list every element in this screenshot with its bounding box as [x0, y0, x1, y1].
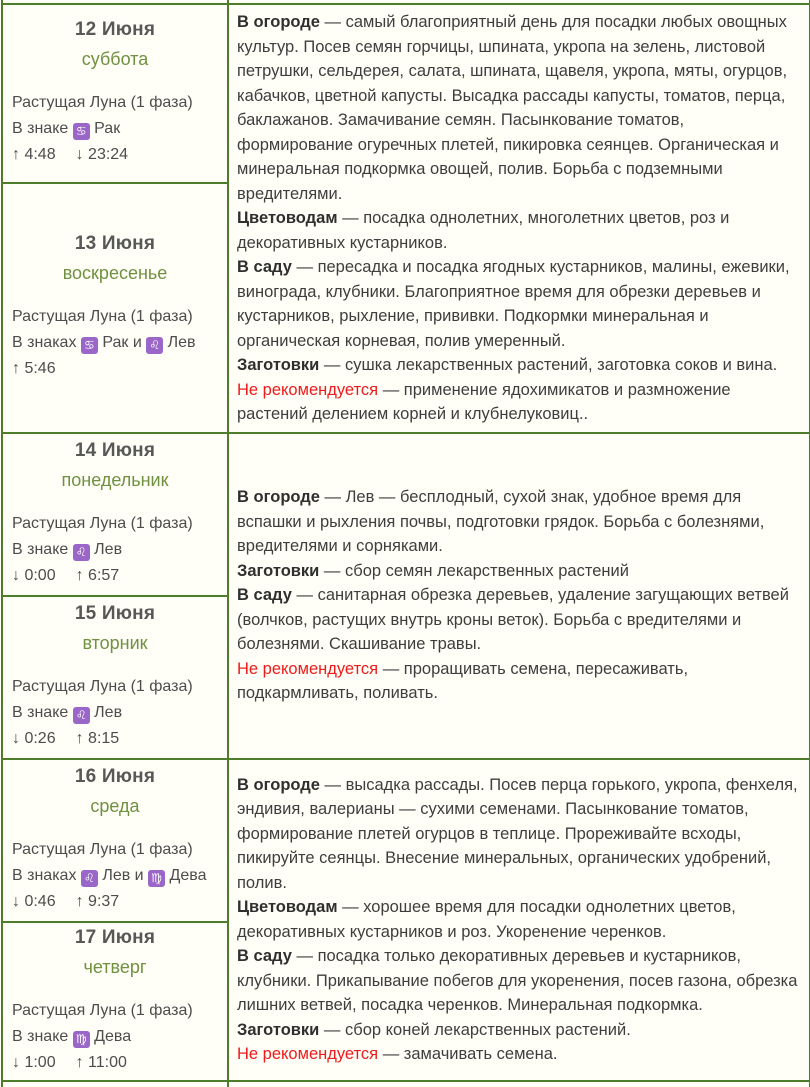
moon-phase: Растущая Луна (1 фаза): [12, 514, 193, 532]
zodiac-name: Дева: [89, 1027, 132, 1045]
zodiac-label: В знаке: [12, 1027, 73, 1045]
moonrise-moonset-times: [12, 889, 221, 915]
advice-topic: В саду: [237, 947, 292, 965]
moon-time: ↑ 11:00: [75, 1053, 127, 1071]
zodiac-line: [12, 116, 221, 142]
weekday-label: четверг: [83, 956, 147, 977]
advice-body: — хорошее время для посадки однолетних цветов, декоративных кустарников и роз. Укоренение черенков.: [237, 898, 736, 941]
warning-label: Не рекомендуется: [237, 380, 379, 399]
advice-body: — сбор коней лекарственных растений.: [319, 1020, 631, 1039]
advice-text: [229, 480, 809, 711]
advice-topic: В огороде: [237, 13, 320, 31]
advice-paragraph: [237, 583, 799, 657]
date-heading: 13 Июня: [74, 233, 156, 255]
advice-topic: В саду: [237, 586, 292, 605]
advice-topic: В огороде: [237, 488, 320, 507]
weekday-label: среда: [90, 795, 140, 816]
moon-phase: Растущая Луна (1 фаза): [12, 93, 193, 111]
moon-time: ↓ 1:00: [12, 1053, 56, 1071]
advice-cell-14-15-june: [228, 433, 810, 759]
moon-time: ↓ 0:00: [12, 566, 56, 584]
advice-body: — высадка рассады. Посев перца горького, укропа, фенхеля, эндивия, валерианы — сухими семенами. Пасынкование томатов, формирование плетей огурцов в теплице. Прореживайте всходы, пикируйте сеянцы. Внесение минеральных, органических удобрений, полив.: [237, 775, 798, 892]
zodiac-name: Лев: [89, 703, 123, 721]
zodiac-virgo-icon: ♍: [148, 870, 165, 887]
advice-paragraph: [237, 485, 799, 559]
advice-body: — сушка лекарственных растений, заготовка соков и вина.: [319, 356, 778, 374]
moon-info: [12, 511, 221, 589]
advice-topic: В огороде: [237, 775, 320, 794]
zodiac-label: В знаке: [12, 540, 73, 558]
lunar-calendar-table: [1, 0, 810, 1087]
zodiac-label: В знаках: [12, 866, 81, 884]
zodiac-label: В знаке: [12, 119, 73, 137]
zodiac-leo-icon: ♌: [73, 707, 90, 724]
date-heading: 12 Июня: [74, 18, 156, 40]
advice-body: — сбор семян лекарственных растений: [319, 561, 629, 580]
moon-time: ↓ 0:26: [12, 729, 56, 747]
advice-paragraph: [237, 353, 799, 378]
zodiac-leo-icon: ♌: [81, 870, 98, 887]
warning-label: Не рекомендуется: [237, 659, 379, 678]
moon-time: ↑ 9:37: [75, 892, 120, 910]
moon-phase: Растущая Луна (1 фаза): [12, 677, 193, 695]
advice-body: — пересадка и посадка ягодных кустарников, малины, ежевики, винограда, клубники. Благоприятное время для обрезки деревьев и кустарников, рыхление, прививки. Подкормки минеральная и органическая корневая, полив умеренный.: [237, 258, 790, 350]
moon-time: ↑ 5:46: [12, 360, 56, 378]
day-info: [3, 601, 227, 754]
moonrise-moonset-times: [12, 142, 221, 168]
moon-time: ↑ 4:48: [12, 145, 56, 163]
moon-phase: Растущая Луна (1 фаза): [12, 840, 193, 858]
day-cell-12-june: [2, 4, 228, 183]
moon-time: ↑ 6:57: [75, 566, 120, 584]
zodiac-line: [12, 700, 221, 726]
advice-topic: Заготовки: [237, 561, 320, 580]
date-heading: 15 Июня: [74, 602, 156, 624]
advice-topic: В саду: [237, 258, 292, 276]
advice-paragraph: [237, 559, 799, 584]
advice-text: [229, 768, 809, 1072]
day-cell-15-june: [2, 596, 228, 759]
moon-time: ↓ 0:46: [12, 892, 56, 910]
moon-info: [12, 304, 221, 382]
moon-info: [12, 998, 221, 1076]
advice-paragraph: [237, 255, 799, 353]
advice-body: — посадка только декоративных деревьев и кустарников, клубники. Прикапывание побегов для укоренения, посев газона, обрезка лишних ветвей, посадка черенков. Минеральная подкормка.: [237, 947, 798, 1014]
zodiac-virgo-icon: ♍: [73, 1031, 90, 1048]
advice-topic: Цветоводам: [237, 209, 338, 227]
moon-info: [12, 90, 221, 168]
advice-body: — санитарная обрезка деревьев, удаление загущающих ветвей (волчков, растущих внутрь кроны веток). Борьба с вредителями и болезнями. Скашивание травы.: [237, 586, 789, 654]
advice-paragraph: [237, 10, 799, 206]
warning-label: Не рекомендуется: [237, 1045, 379, 1063]
advice-paragraph: [237, 1042, 799, 1067]
day-info: [3, 925, 227, 1078]
moon-phase: Растущая Луна (1 фаза): [12, 308, 193, 326]
weekday-label: понедельник: [61, 469, 169, 490]
day-cell-14-june: [2, 433, 228, 596]
moonrise-moonset-times: [12, 1050, 221, 1076]
date-heading: 14 Июня: [74, 439, 156, 461]
zodiac-label: В знаке: [12, 703, 73, 721]
zodiac-line: [12, 863, 221, 889]
advice-paragraph: [237, 895, 799, 944]
zodiac-name: Лев: [89, 540, 123, 558]
day-cell-17-june: [2, 922, 228, 1081]
zodiac-name: Лев: [97, 866, 131, 884]
moon-phase: Растущая Луна (1 фаза): [12, 1001, 193, 1019]
advice-cell-16-17-june: [228, 759, 810, 1081]
zodiac-name: Рак: [89, 119, 121, 137]
cropped-day-cell-bottom: [2, 1081, 228, 1087]
advice-body: — Лев — бесплодный, сухой знак, удобное время для вспашки и рыхления почвы, подготовки грядок. Борьба с болезнями, вредителями и сорняками.: [237, 488, 765, 556]
advice-topic: Цветоводам: [237, 898, 338, 916]
moon-time: ↓ 23:24: [75, 145, 129, 163]
moon-info: [12, 674, 221, 752]
zodiac-line: [12, 1024, 221, 1050]
day-cell-13-june: [2, 183, 228, 433]
weekday-label: суббота: [81, 48, 149, 69]
zodiac-name: Дева: [165, 866, 207, 884]
day-cell-16-june: [2, 759, 228, 922]
zodiac-name: Лев: [163, 334, 196, 352]
advice-body: — посадка однолетних, многолетних цветов, роз и декоративных кустарников.: [237, 209, 730, 252]
advice-paragraph: [237, 657, 799, 706]
advice-topic: Заготовки: [237, 1020, 320, 1039]
zodiac-cancer-icon: ♋: [73, 123, 90, 140]
zodiac-line: [12, 330, 221, 356]
date-heading: 17 Июня: [74, 926, 156, 948]
zodiac-leo-icon: ♌: [146, 337, 163, 354]
advice-body: — замачивать семена.: [378, 1045, 558, 1063]
zodiac-joiner: и: [130, 866, 149, 884]
zodiac-leo-icon: ♌: [73, 544, 90, 561]
moon-time: ↑ 8:15: [75, 729, 120, 747]
cropped-advice-cell-bottom: [228, 1081, 810, 1087]
advice-cell-12-13-june: [228, 4, 810, 433]
zodiac-cancer-icon: ♋: [81, 337, 98, 354]
advice-paragraph: [237, 378, 799, 427]
zodiac-name: Рак: [97, 334, 129, 352]
zodiac-line: [12, 537, 221, 563]
day-info: [3, 764, 227, 917]
advice-body: — применение ядохимикатов и размножение растений делением корней и клубнелуковиц..: [237, 380, 731, 423]
weekday-label: воскресенье: [62, 263, 168, 284]
day-info: [3, 17, 227, 170]
moonrise-moonset-times: [12, 726, 221, 752]
advice-paragraph: [237, 944, 799, 1018]
moon-info: [12, 837, 221, 915]
advice-body: — проращивать семена, пересаживать, подкармливать, поливать.: [237, 659, 689, 703]
day-info: [3, 438, 227, 591]
advice-topic: Заготовки: [237, 356, 320, 374]
zodiac-label: В знаках: [12, 334, 81, 352]
advice-paragraph: [237, 206, 799, 255]
advice-paragraph: [237, 773, 799, 896]
moonrise-moonset-times: [12, 356, 221, 382]
advice-paragraph: [237, 1018, 799, 1043]
day-info: [3, 231, 227, 384]
zodiac-joiner: и: [128, 334, 147, 352]
moonrise-moonset-times: [12, 563, 221, 589]
advice-body: — самый благоприятный день для посадки любых овощных культур. Посев семян горчицы, шпината, укропа на зелень, листовой петрушки, сельдерея, салата, шпината, щавеля, укропа, мяты, огурцов, кабачков, цветной капусты. Высадка рассады капусты, томатов, перца, баклажанов. Замачивание семян. Пасынкование томатов, формирование огуречных плетей, пикировка сеянцев. Органическая и минеральная подкормка овощей, полив. Борьба с подземными вредителями.: [237, 13, 788, 203]
weekday-label: вторник: [82, 632, 148, 653]
advice-text: [229, 5, 809, 432]
date-heading: 16 Июня: [74, 765, 156, 787]
